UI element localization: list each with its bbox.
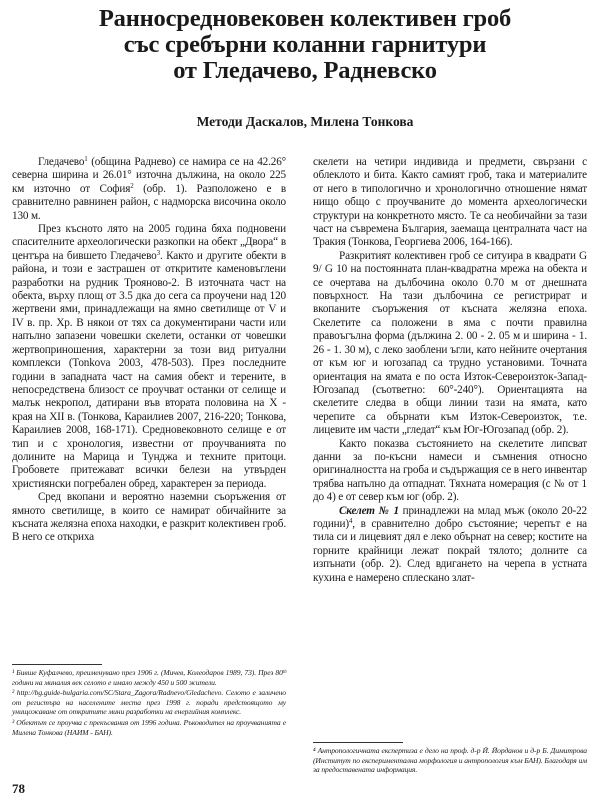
- text-run: принадлежи на млад мъж (около 20-22 години): [313, 504, 587, 530]
- right-column: [313, 156, 587, 585]
- footnote-marker: 3: [156, 248, 160, 257]
- article-title: [70, 6, 540, 84]
- article-authors: Методи Даскалов, Милена Тонкова: [196, 114, 414, 129]
- title-line: от Гледачево, Радневско: [173, 57, 437, 84]
- text-run: Гледачево: [38, 156, 85, 168]
- paragraph: Сред вкопани и вероятно наземни съоръжения от ямното светилище, в които се намират обичайните за късната желязна епоха находки, е разкрит колективен гроб. В него се откриха: [12, 491, 286, 544]
- footnote-divider: [313, 742, 403, 743]
- footnotes-left: [12, 668, 286, 738]
- text-run: През късното лято на 2005 година бяха подновени спасителните археологически разкопки на обект „Двора“ в центъра на бившето Гледачево: [12, 223, 286, 262]
- skeleton-heading: Скелет № 1: [339, 504, 399, 517]
- paragraph: Както показва състоянието на скелетите липсват данни за по-късни намеси и съмнения относно оригиналността на гроба и съдържащия се в него инвентар трябва напълно да отпаднат. Тяхната номерация (с № от 1 до 4) е от север към юг (обр. 2).: [313, 437, 587, 504]
- title-line: със сребърни коланни гарнитури: [123, 31, 487, 58]
- footnote: ² http://bg.guide-bulgaria.com/SC/Stara_Zagora/Radnevo/Gledachevo. Селото е заличено от регистъра на населените места през 1998 г. поради предстоящото му унищожаване от откритите мини разработки на енергийния комплекс.: [12, 688, 286, 717]
- paragraph: [12, 223, 286, 491]
- footnote: ³ Обектът се проучва с прекъсвания от 1996 година. Ръководител на проучванията е Милена Тонкова (НАИМ - БАН).: [12, 717, 286, 737]
- page-number: 78: [12, 781, 25, 796]
- footnote-marker: 1: [84, 155, 88, 163]
- text-run: (община Раднево) се намира се на 42.26° северна ширина и 26.01° източна дължина, на около 225 км източно от София: [12, 156, 286, 195]
- paragraph: [12, 156, 286, 223]
- paragraph: [313, 505, 587, 585]
- footnote-marker: 4: [348, 516, 353, 525]
- footnote-marker: 2: [130, 181, 134, 190]
- paragraph: скелети на четири индивида и предмети, свързани с облеклото и бита. Както самият гроб, така и материалите от него в типологично и хронологично отношение нямат нищо общо с проучваните до момента археологически структури на конкретното място. Те са необичайни за тази част на съвремена България, заемаща централната част на Тракия (Тонкова, Георгиева 2006, 164-166).: [313, 156, 587, 249]
- footnote: ⁴ Антропологичната експертиза е дело на проф. д-р Й. Йорданов и д-р Б. Димитрова (Институт по експериментална морфология и антропология към БАН). Благодаря им за предоставената информация.: [313, 746, 587, 775]
- text-run: . Както и другите обекти в района, и този е застрашен от откритите каменовъглени разработки на рудник Трояново-2. В източната част на обекта, върху площ от 3.5 дка до сега са проучени над 120 жертвени ями, принадлежащи на ямно светилище от V и IV в. пр. Хр. В някои от тях са документирани части или напълно запазени човешки скелети, останки от човешки жертвоприношения, характерни за този вид ритуални комплекси (Tonkova 2003, 478-503). През последните години в западната част на самия обект и терените, в непосредствена близост се проучват останки от селище и малък некропол, датирани във втората половина на Х - края на ХII в. (Тонкова, Караилиев 2007, 216-220; Тонкова, Караилиев 2008, 168-171). Средновековното селище е от тип и с хронология, известни от проучванията по долините на Марица и Тунджа и техните притоци. Гробовете притежават всички белези на утвърден християнски погребален обред, характерен за периода.: [12, 249, 287, 490]
- left-column: [12, 156, 286, 545]
- footnotes-right: [313, 746, 587, 776]
- title-line: Ранносредновековен колективен гроб: [98, 5, 512, 32]
- footnote-divider: [12, 664, 102, 665]
- footnote: ¹ Бивше Куфалчево, преименувано през 1906 г. (Мичев, Колеодаров 1989, 73). През 80ᵗʰ години на миналия век селото е имало между 450 и 500 жители.: [12, 668, 286, 687]
- paragraph: Разкритият колективен гроб се ситуира в квадрати G 9/ G 10 на постоянната план-квадратна мрежа на обекта и се очертава на дълбочина около 0.70 м от днешната повърхност. На тази дълбочина се регистрират и вкопаните съоръжения от късната желязна епоха. Скелетите са положени в яма с почти правилна правоъгълна форма (дължина 2. 00 - 2. 05 м и ширина - 1. 26 - 1. 30 м), с леко заоблени ъгли, като нейните очертания от към юг и югозапад са трудно установими. Точната ориентация на ямата е по оста Изток-Североизток-Запад-Югозапад (съответно: 60°-240°). Ориентацията на скелетите следва в общи линии тази на ямата, като черепите са обърнати към Изток-Североизток, т.е. лицевите им части „гледат“ към Юг-Югозапад (обр. 2).: [313, 249, 587, 437]
- text-run: , в сравнително добро състояние; черепът е на тила си и лицевият дял е леко обърнат на север; костите на горните крайници лежат покрай тялото; долните са изпънати (обр. 2). След вдигането на черепа в устната кухина е намерено сплескано злат-: [313, 517, 587, 584]
- text-run: (обр. 1). Разположено е в сравнително равнинен район, с надморска височина около 130 м.: [12, 182, 286, 222]
